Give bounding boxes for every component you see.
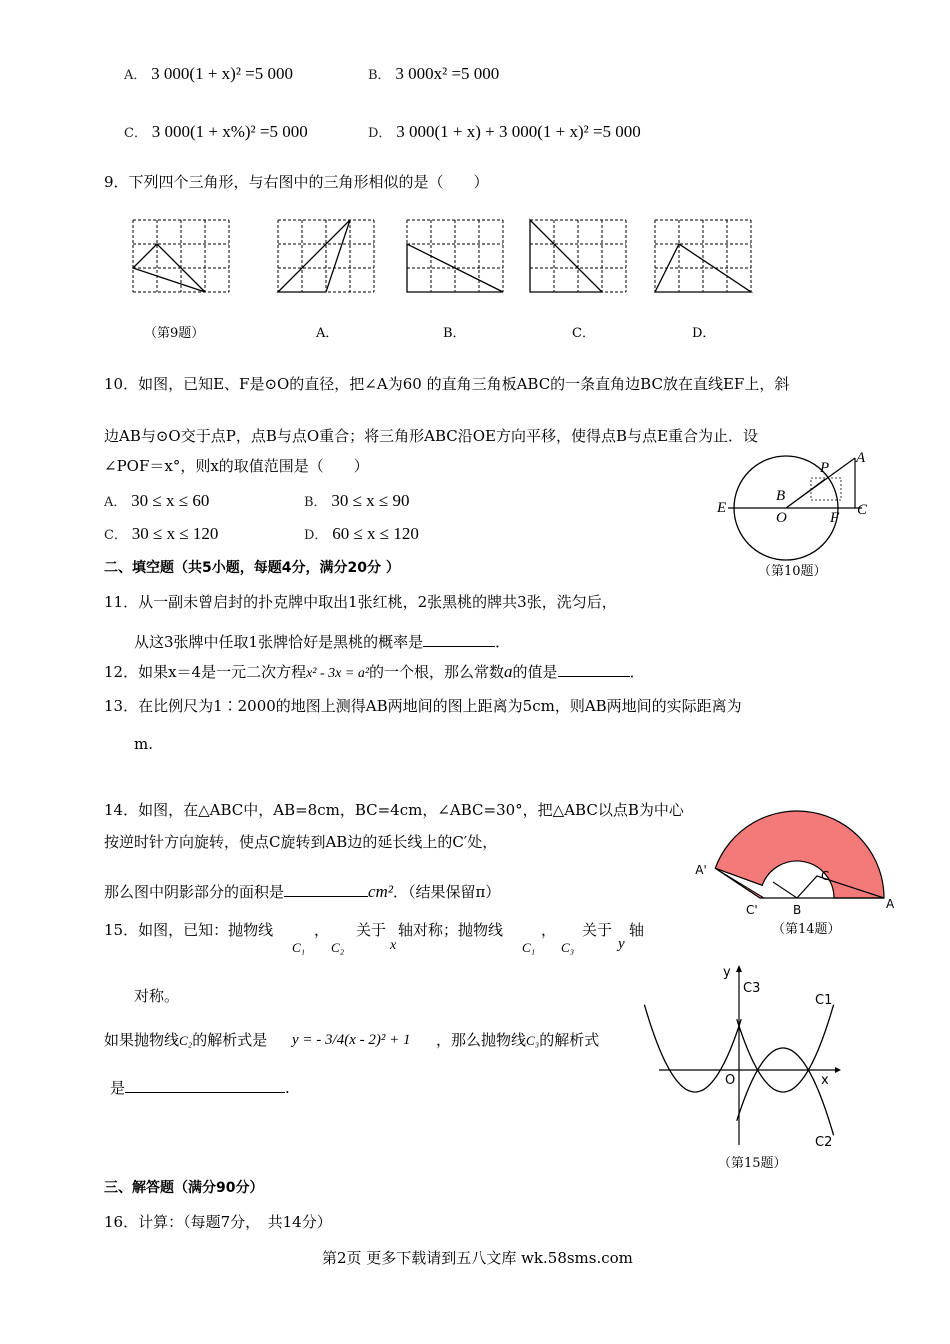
q15-y-arrow [736,965,742,972]
q9-grid-d [655,220,751,292]
q8-d-expr: 3 000(1 + x) + 3 000(1 + x)² =5 000 [396,122,641,141]
q14-label-c: C [821,869,830,883]
q15-line4 [110,1078,290,1098]
q10-option-b [304,491,410,513]
q10-line2: 边AB与⊙O交于点P，点B与点O重合；将三角形ABC沿OE方向平移，使得点B与点E重合为止．设 [104,427,758,445]
q15-label-x: x [821,1073,829,1088]
q9-triangle-c [530,220,602,292]
q15-text-a: 15．如图，已知：抛物线 [104,921,274,939]
q15-line3 [104,1030,267,1051]
q15-x-axis-var: x [390,938,397,953]
q13-line2: m. [134,735,153,753]
q9-triangle-grids [0,0,950,340]
q15-line4-b: . [285,1079,290,1097]
q14-line1: 14．如图，在△ABC中，AB=8cm，BC=4cm，∠ABC=30°，把△ABC以点B为中心 [104,801,684,819]
q14-line3 [104,882,500,902]
q9-caption-b: B． [443,326,466,341]
q10-d-text: 60 ≤ x ≤ 120 [332,524,419,543]
q9-caption-reference: （第9题） [144,326,205,341]
q15-line3-a: 如果抛物线 [104,1031,180,1049]
q15-label-c3: C3 [743,981,761,996]
q12-text-a: 12．如果x＝4是一元二次方程 [104,663,307,681]
q15-line2: 对称。 [134,987,180,1005]
q10-label-e: E [717,500,727,516]
q10-line3: ∠POF＝x°，则x的取值范围是（ ） [104,457,369,475]
q14-label-a: A [886,897,895,911]
q15-c3-b: C₃ [526,1033,540,1048]
q15-label-o: O [725,1073,736,1088]
q15-answer-blank[interactable] [125,1078,285,1093]
q10-b-label: B． [304,495,327,510]
q15-label-c1: C1 [815,993,833,1008]
q15-x-arrow [835,1067,841,1073]
q11-period: ． [495,633,511,651]
q12-answer-blank[interactable] [558,662,630,677]
section-2-heading: 二、填空题（共5小题，每题4分，满分20分 ） [104,560,400,576]
q8-a-expr: 3 000(1 + x)² =5 000 [151,64,294,83]
q15-line1 [104,920,273,940]
q15-comma-1: ， [314,921,330,939]
q15-c3-a: C₃ [561,940,575,955]
q14-label-c-prime: C' [746,903,758,917]
q9-grid-c [530,220,626,292]
q12-variable: a [504,662,513,681]
q14-label-b: B [793,903,802,917]
q10-option-a [104,491,209,513]
q8-a-label: A． [124,68,147,83]
q9-caption-c: C． [572,326,595,341]
q10-label-p: P [820,460,830,476]
q15-text-c: 轴对称；抛物线 [398,921,504,939]
q13-line1: 13．在比例尺为1∶2000的地图上测得AB两地间的图上距离为5cm，则AB两地间的实际距离为 [104,697,742,715]
q15-c2-a: C₂ [331,940,345,955]
q15-c1-b: C₁ [522,940,536,955]
q10-caption: （第10题） [758,564,827,579]
q9-stem: 9．下列四个三角形，与右图中的三角形相似的是（ ） [104,173,489,191]
q16-stem: 16．计算：（每题7分， 共14分） [104,1213,332,1231]
q10-a-text: 30 ≤ x ≤ 60 [131,491,210,510]
q15-line4-a: 是 [110,1079,126,1097]
q15-y-axis-var: y [618,936,625,952]
q15-c2-b: C₂ [179,1033,193,1048]
q10-label-c: C [857,502,868,518]
q10-label-b: B [776,488,786,504]
q10-d-label: D． [304,528,328,543]
q15-line3-rest [436,1030,599,1051]
q14-line3-text: 那么图中阴影部分的面积是 [104,883,285,901]
q11-answer-blank[interactable] [423,632,495,647]
q9-caption-a: A． [316,326,339,341]
q14-line2: 按逆时针方向旋转，使点C旋转到AB边的延长线上的C′处， [104,833,498,851]
q11-line2 [134,632,510,652]
q15-c1-a: C₁ [292,940,306,955]
q15-caption: （第15题） [718,1156,787,1171]
q10-label-o: O [776,510,787,526]
q10-option-c [104,524,218,546]
q14-line-b-arc [773,882,797,898]
q9-grid-a [278,220,374,292]
q15-label-c2: C2 [815,1135,833,1150]
q14-answer-blank[interactable] [284,882,368,897]
q10-c-label: C． [104,528,127,543]
q8-b-expr: 3 000x² =5 000 [395,64,500,83]
q15-label-y: y [723,965,731,980]
q9-grid-reference [133,220,229,292]
q8-c-label: C． [124,126,147,141]
q12-line [104,662,645,684]
q15-text-b: 关于 [356,921,387,939]
q15-text-d: 关于 [582,921,613,939]
q15-figure [655,960,855,1150]
q9-triangle-a [278,220,350,292]
q8-c-expr: 3 000(1 + x%)² =5 000 [151,122,308,141]
q9-grid-b [407,220,503,292]
page-footer: 第2页 更多下载请到五八文库 wk.58sms.com [322,1249,633,1267]
section-3-heading: 三、解答题（满分90分） [104,1180,264,1196]
q11-line2-text: 从这3张牌中任取1张牌恰好是黑桃的概率是 [134,633,424,651]
q15-line3-b: 的解析式是 [192,1031,268,1049]
q10-line1: 10．如图，已知E、F是⊙O的直径，把∠A为60 的直角三角板ABC的一条直角边BC放在直线EF上，斜 [104,375,790,393]
q14-caption: （第14题） [772,922,841,937]
q12-text-c: 的值是 [512,663,558,681]
q10-label-a: A [856,450,866,466]
q11-line1: 11．从一副未曾启封的扑克牌中取出1张红桃，2张黑桃的牌共3张，洗匀后， [104,593,617,611]
q8-d-label: D． [368,126,392,141]
q10-option-d [304,524,419,546]
q10-a-label: A． [104,495,127,510]
q12-equation: x² - 3x = a² [306,666,370,681]
q12-text-b: 的一个根，那么常数 [369,663,505,681]
q14-line3-tail: ．（结果保留π） [392,883,501,901]
q14-unit: cm² [368,882,393,901]
q10-label-f: F [830,510,840,526]
q15-expression: y = - 3/4(x - 2)² + 1 [292,1032,411,1048]
q14-figure [680,800,910,920]
q14-label-a-prime: A' [695,863,707,878]
q10-c-text: 30 ≤ x ≤ 120 [131,524,219,543]
q15-comma-2: ， [541,921,557,939]
q12-period: ． [629,663,645,681]
q8-b-label: B． [368,68,391,83]
q10-b-text: 30 ≤ x ≤ 90 [331,491,410,510]
q9-caption-d: D． [692,326,716,341]
q15-text-e: 轴 [629,921,645,939]
q15-line3-d: 的解析式 [539,1031,600,1049]
q15-line3-c: ，那么抛物线 [436,1031,527,1049]
